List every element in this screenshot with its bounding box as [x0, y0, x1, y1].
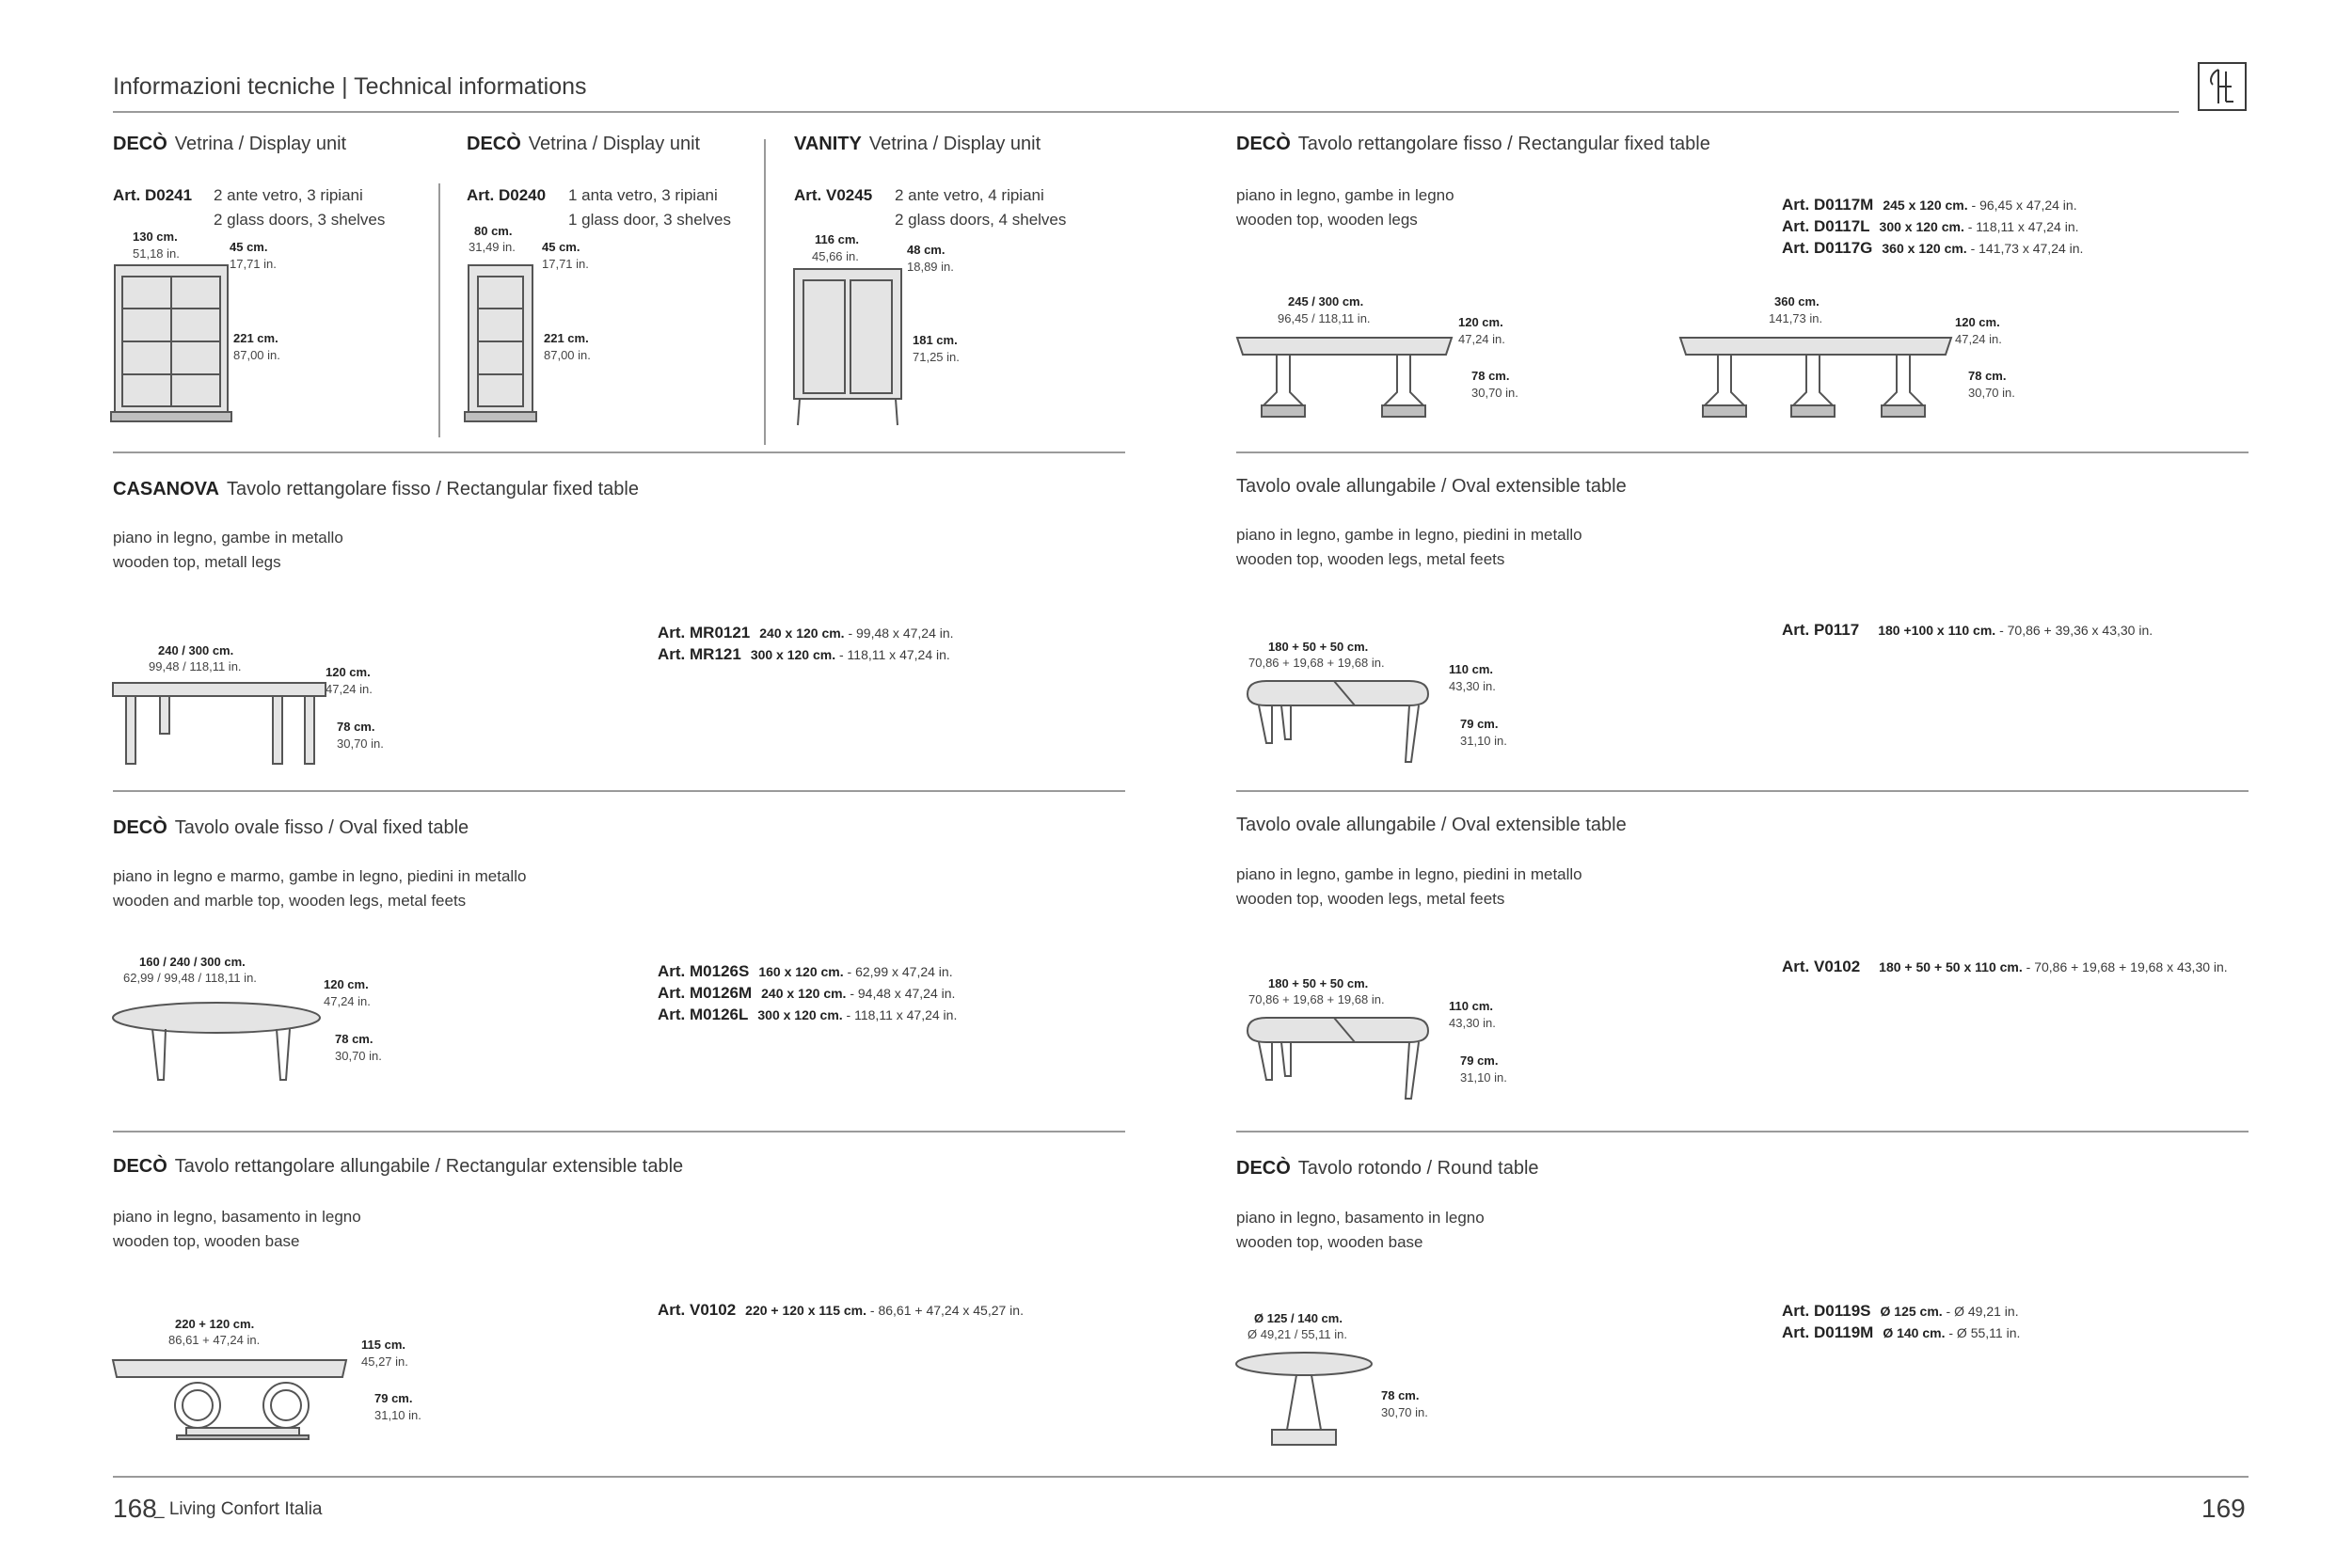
article-desc-en: 1 glass door, 3 shelves — [568, 211, 731, 229]
dim-height-cm: 78 cm. — [335, 1032, 373, 1046]
section-title-round-table: DECÒ Tavolo rotondo / Round table — [1236, 1158, 1539, 1179]
oval-table-drawing — [111, 1001, 324, 1085]
section-desc-it: piano in legno, gambe in legno — [1236, 186, 1454, 204]
dim-depth-cm: 110 cm. — [1449, 999, 1493, 1013]
article-line: Art. D0119M Ø 140 cm. - Ø 55,11 in. — [1782, 1323, 2021, 1341]
article-line: Art. MR0121 240 x 120 cm. - 99,48 x 47,24 in. — [658, 624, 954, 641]
dim-height-in: 31,10 in. — [374, 1408, 421, 1422]
section-desc-en: wooden top, wooden legs, metal feets — [1236, 890, 1505, 908]
dim-depth-cm: 120 cm. — [324, 977, 369, 991]
dim-depth-cm: 120 cm. — [326, 665, 371, 679]
section-title-v0245: VANITY Vetrina / Display unit — [794, 134, 1041, 154]
dim-width-in: 141,73 in. — [1769, 311, 1823, 325]
article-code: Art. D0240 — [467, 186, 547, 204]
dim-width-cm: 80 cm. — [474, 224, 513, 238]
dim-width-in: 96,45 / 118,11 in. — [1278, 311, 1371, 325]
dim-width-cm: 245 / 300 cm. — [1288, 294, 1364, 309]
dim-width-cm: 116 cm. — [815, 232, 859, 246]
dim-width-in: 99,48 / 118,11 in. — [149, 659, 242, 673]
article-code: Art. D0241 — [113, 186, 193, 204]
dim-height-in: 87,00 in. — [233, 348, 280, 362]
table-drawing — [1678, 336, 1957, 422]
table-drawing — [1235, 336, 1457, 422]
dim-height-cm: 221 cm. — [233, 331, 278, 345]
page-number-left: 168 — [113, 1494, 157, 1523]
dim-width-cm: 240 / 300 cm. — [158, 643, 234, 657]
dim-height-in: 87,00 in. — [544, 348, 591, 362]
section-desc-en: wooden top, wooden base — [1236, 1233, 1423, 1251]
article-line: Art. MR121 300 x 120 cm. - 118,11 x 47,24 in. — [658, 645, 950, 663]
section-rule — [1236, 1131, 2249, 1132]
column-divider — [764, 139, 766, 445]
dim-height-in: 30,70 in. — [335, 1049, 382, 1063]
article-desc-en: 2 glass doors, 3 shelves — [214, 211, 386, 229]
section-desc-it: piano in legno, gambe in metallo — [113, 529, 343, 546]
section-title-d0240: DECÒ Vetrina / Display unit — [467, 134, 701, 154]
dim-depth-in: 17,71 in. — [542, 257, 589, 271]
dim-depth-cm: 120 cm. — [1458, 315, 1503, 329]
page-title: Informazioni tecniche | Technical informations — [113, 73, 587, 100]
dim-depth-in: 43,30 in. — [1449, 1016, 1496, 1030]
oval-table-drawing — [1244, 1014, 1432, 1103]
section-desc-en: wooden top, metall legs — [113, 553, 281, 571]
display-unit-drawing — [111, 261, 233, 426]
dim-width-in: 51,18 in. — [133, 246, 180, 261]
article-desc-it: 1 anta vetro, 3 ripiani — [568, 186, 718, 204]
oval-table-drawing — [1244, 677, 1432, 767]
dim-width-cm: 180 + 50 + 50 cm. — [1268, 976, 1369, 990]
section-title-rect-extensible: DECÒ Tavolo rettangolare allungabile / Rectangular extensible table — [113, 1156, 684, 1177]
dim-width-in: 70,86 + 19,68 + 19,68 in. — [1248, 992, 1385, 1006]
dim-width-cm: 180 + 50 + 50 cm. — [1268, 640, 1369, 654]
dim-height-in: 30,70 in. — [337, 736, 384, 751]
article-line: Art. M0126M 240 x 120 cm. - 94,48 x 47,24 in. — [658, 984, 956, 1002]
article-code: Art. V0245 — [794, 186, 873, 204]
dim-depth-in: 47,24 in. — [324, 994, 371, 1008]
section-desc-it: piano in legno, gambe in legno, piedini in metallo — [1236, 865, 1582, 883]
article-line: Art. P0117 180 +100 x 110 cm. - 70,86 + 39,36 x 43,30 in. — [1782, 621, 2153, 639]
dim-depth-in: 47,24 in. — [1955, 332, 2002, 346]
dim-width-in: 86,61 + 47,24 in. — [168, 1333, 261, 1347]
article-line: Art. M0126L 300 x 120 cm. - 118,11 x 47,24 in. — [658, 1006, 958, 1023]
dim-height-in: 30,70 in. — [1968, 386, 2015, 400]
dim-height-cm: 78 cm. — [1968, 369, 2007, 383]
section-title-d0241: DECÒ Vetrina / Display unit — [113, 134, 347, 154]
article-line: Art. V0102 220 + 120 x 115 cm. - 86,61 + 47,24 x 45,27 in. — [658, 1301, 1024, 1319]
dim-width-in: 62,99 / 99,48 / 118,11 in. — [123, 971, 257, 985]
section-title-oval-fixed: DECÒ Tavolo ovale fisso / Oval fixed table — [113, 817, 469, 838]
dim-depth-cm: 45 cm. — [230, 240, 268, 254]
dim-width-in: 70,86 + 19,68 + 19,68 in. — [1248, 656, 1385, 670]
article-line: Art. V0102 180 + 50 + 50 x 110 cm. - 70,86 + 19,68 + 19,68 x 43,30 in. — [1782, 958, 2228, 975]
dim-width-cm: 160 / 240 / 300 cm. — [139, 955, 246, 969]
section-title-rect-fixed-right: DECÒ Tavolo rettangolare fisso / Rectangular fixed table — [1236, 134, 1710, 154]
section-desc-en: wooden top, wooden legs, metal feets — [1236, 550, 1505, 568]
article-line: Art. D0117G 360 x 120 cm. - 141,73 x 47,24 in. — [1782, 239, 2084, 257]
dim-height-in: 71,25 in. — [913, 350, 960, 364]
section-rule — [1236, 790, 2249, 792]
article-desc-it: 2 ante vetro, 4 ripiani — [895, 186, 1044, 204]
dim-depth-cm: 45 cm. — [542, 240, 580, 254]
section-rule — [113, 790, 1125, 792]
section-desc-it: piano in legno, basamento in legno — [113, 1208, 361, 1226]
round-table-drawing — [1234, 1351, 1375, 1450]
dim-width-in: 45,66 in. — [812, 249, 859, 263]
dim-depth-in: 47,24 in. — [326, 682, 373, 696]
dim-depth-cm: 115 cm. — [361, 1338, 405, 1352]
footer-rule — [113, 1476, 2249, 1478]
dim-depth-in: 47,24 in. — [1458, 332, 1505, 346]
dim-height-in: 30,70 in. — [1381, 1405, 1428, 1419]
section-title-oval-extensible: Tavolo ovale allungabile / Oval extensible table — [1236, 815, 1627, 835]
article-desc-it: 2 ante vetro, 3 ripiani — [214, 186, 363, 204]
section-desc-en: wooden top, wooden legs — [1236, 211, 1418, 229]
dim-height-cm: 78 cm. — [1471, 369, 1510, 383]
dim-height-in: 31,10 in. — [1460, 1070, 1507, 1085]
dim-height-cm: 79 cm. — [1460, 717, 1499, 731]
section-desc-it: piano in legno, gambe in legno, piedini in metallo — [1236, 526, 1582, 544]
article-desc-en: 2 glass doors, 4 shelves — [895, 211, 1067, 229]
dim-width-cm: 220 + 120 cm. — [175, 1317, 255, 1331]
section-desc-it: piano in legno e marmo, gambe in legno, piedini in metallo — [113, 867, 527, 885]
dim-depth-in: 43,30 in. — [1449, 679, 1496, 693]
section-rule — [1236, 451, 2249, 453]
dim-depth-in: 45,27 in. — [361, 1354, 408, 1369]
dim-width-cm: 130 cm. — [133, 230, 178, 244]
dim-width-cm: Ø 125 / 140 cm. — [1254, 1311, 1343, 1325]
dim-width-in: 31,49 in. — [469, 240, 516, 254]
dim-depth-cm: 120 cm. — [1955, 315, 2000, 329]
section-rule — [113, 451, 1125, 453]
dim-height-in: 31,10 in. — [1460, 734, 1507, 748]
section-desc-it: piano in legno, basamento in legno — [1236, 1209, 1485, 1227]
dim-depth-in: 17,71 in. — [230, 257, 277, 271]
section-title-oval-extensible: Tavolo ovale allungabile / Oval extensible table — [1236, 476, 1627, 497]
extensible-table-drawing — [111, 1358, 352, 1441]
table-drawing — [111, 681, 329, 770]
dim-height-cm: 221 cm. — [544, 331, 589, 345]
section-desc-en: wooden top, wooden base — [113, 1232, 300, 1250]
dim-width-in: Ø 49,21 / 55,11 in. — [1248, 1327, 1347, 1341]
page-number-right: 169 — [2201, 1494, 2246, 1523]
dim-width-cm: 360 cm. — [1774, 294, 1820, 309]
header-rule — [113, 111, 2179, 113]
article-line: Art. M0126S 160 x 120 cm. - 62,99 x 47,24 in. — [658, 962, 953, 980]
dim-depth-cm: 48 cm. — [907, 243, 946, 257]
dim-height-cm: 181 cm. — [913, 333, 958, 347]
section-title-casanova: CASANOVA Tavolo rettangolare fisso / Rectangular fixed table — [113, 479, 639, 499]
dim-depth-cm: 110 cm. — [1449, 662, 1493, 676]
display-unit-drawing — [792, 267, 905, 427]
section-desc-en: wooden and marble top, wooden legs, metal feets — [113, 892, 467, 910]
article-line: Art. D0117L 300 x 120 cm. - 118,11 x 47,24 in. — [1782, 217, 2079, 235]
dim-height-in: 30,70 in. — [1471, 386, 1518, 400]
footer-brand: _ Living Confort Italia — [154, 1499, 323, 1519]
dim-height-cm: 78 cm. — [1381, 1388, 1420, 1402]
column-divider — [438, 183, 440, 437]
dim-height-cm: 79 cm. — [1460, 1053, 1499, 1068]
article-line: Art. D0119S Ø 125 cm. - Ø 49,21 in. — [1782, 1302, 2019, 1320]
dim-depth-in: 18,89 in. — [907, 260, 954, 274]
section-rule — [113, 1131, 1125, 1132]
dim-height-cm: 78 cm. — [337, 720, 375, 734]
dim-height-cm: 79 cm. — [374, 1391, 413, 1405]
article-line: Art. D0117M 245 x 120 cm. - 96,45 x 47,24 in. — [1782, 196, 2077, 214]
display-unit-drawing — [465, 261, 540, 426]
logo-monogram-icon — [2198, 62, 2247, 111]
